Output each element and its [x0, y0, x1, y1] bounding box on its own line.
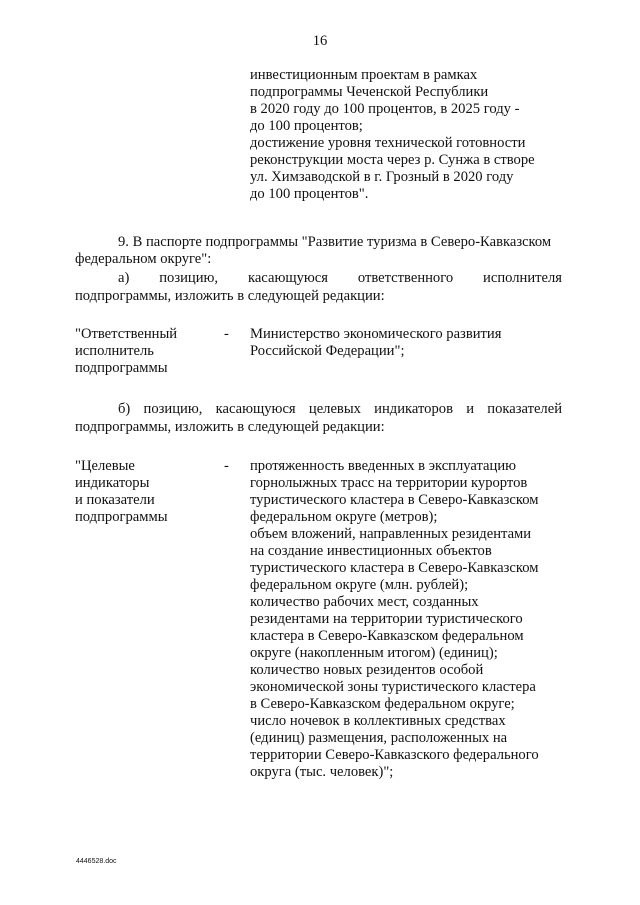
definition-line: число ночевок в коллективных средствах	[250, 713, 506, 729]
continuation-line: достижение уровня технической готовности	[250, 135, 526, 151]
definition-line: резидентами на территории туристического	[250, 611, 523, 627]
definition-line: в Северо-Кавказском федеральном округе;	[250, 696, 515, 712]
definition-line: Министерство экономического развития	[250, 326, 502, 342]
term-line: и показатели	[75, 492, 155, 508]
sub-item-b-cont: подпрограммы, изложить в следующей редакции:	[75, 419, 385, 435]
definition-line: округа (тыс. человек)";	[250, 764, 394, 780]
responsible-term	[75, 326, 235, 377]
definition-line: федеральном округе (метров);	[250, 509, 438, 525]
definition-line: количество новых резидентов особой	[250, 662, 484, 678]
definition-line: федеральном округе (млн. рублей);	[250, 577, 469, 593]
term-line: исполнитель	[75, 343, 154, 359]
indicators-term	[75, 458, 235, 526]
responsible-definition	[250, 326, 590, 360]
definition-line: территории Северо-Кавказского федерального	[250, 747, 539, 763]
sub-item-b: б) позицию, касающуюся целевых индикаторов и показателей	[118, 401, 562, 417]
definition-line: туристического кластера в Северо-Кавказском	[250, 560, 539, 576]
continuation-line: инвестиционным проектам в рамках	[250, 67, 478, 83]
definition-line: протяженность введенных в эксплуатацию	[250, 458, 517, 474]
continuation-line: реконструкции моста через р. Сунжа в створе	[250, 152, 535, 168]
definition-line: количество рабочих мест, созданных	[250, 594, 479, 610]
continuation-line: ул. Химзаводской в г. Грозный в 2020 году	[250, 169, 514, 185]
page-number: 16	[312, 33, 328, 49]
continuation-block	[250, 67, 590, 203]
continuation-line: в 2020 году до 100 процентов, в 2025 году -	[250, 101, 520, 117]
term-line: подпрограммы	[75, 509, 168, 525]
definition-line: (единиц) размещения, расположенных на	[250, 730, 508, 746]
indicators-dash: -	[224, 458, 229, 474]
term-line: "Ответственный	[75, 326, 178, 342]
definition-line: Российской Федерации";	[250, 343, 405, 359]
continuation-line: до 100 процентов;	[250, 118, 363, 134]
continuation-line: до 100 процентов".	[250, 186, 369, 202]
definition-line: округе (накопленным итогом) (единиц);	[250, 645, 498, 661]
item-9-heading: 9. В паспорте подпрограммы "Развитие туризма в Северо-Кавказском	[118, 234, 552, 250]
definition-line: на создание инвестиционных объектов	[250, 543, 492, 559]
sub-item-a-cont: подпрограммы, изложить в следующей редакции:	[75, 288, 385, 304]
document-footer: 4446528.doc	[76, 858, 117, 865]
item-9-heading-cont: федеральном округе":	[75, 251, 212, 267]
definition-line: кластера в Северо-Кавказском федеральном	[250, 628, 524, 644]
definition-line: объем вложений, направленных резидентами	[250, 526, 532, 542]
responsible-dash: -	[224, 326, 229, 342]
term-line: "Целевые	[75, 458, 135, 474]
sub-item-a: а) позицию, касающуюся ответственного исполнителя	[118, 270, 562, 286]
term-line: индикаторы	[75, 475, 150, 491]
definition-line: туристического кластера в Северо-Кавказском	[250, 492, 539, 508]
term-line: подпрограммы	[75, 360, 168, 376]
definition-line: экономической зоны туристического кластера	[250, 679, 536, 695]
continuation-line: подпрограммы Чеченской Республики	[250, 84, 489, 100]
indicators-definition	[250, 458, 590, 781]
definition-line: горнолыжных трасс на территории курортов	[250, 475, 528, 491]
